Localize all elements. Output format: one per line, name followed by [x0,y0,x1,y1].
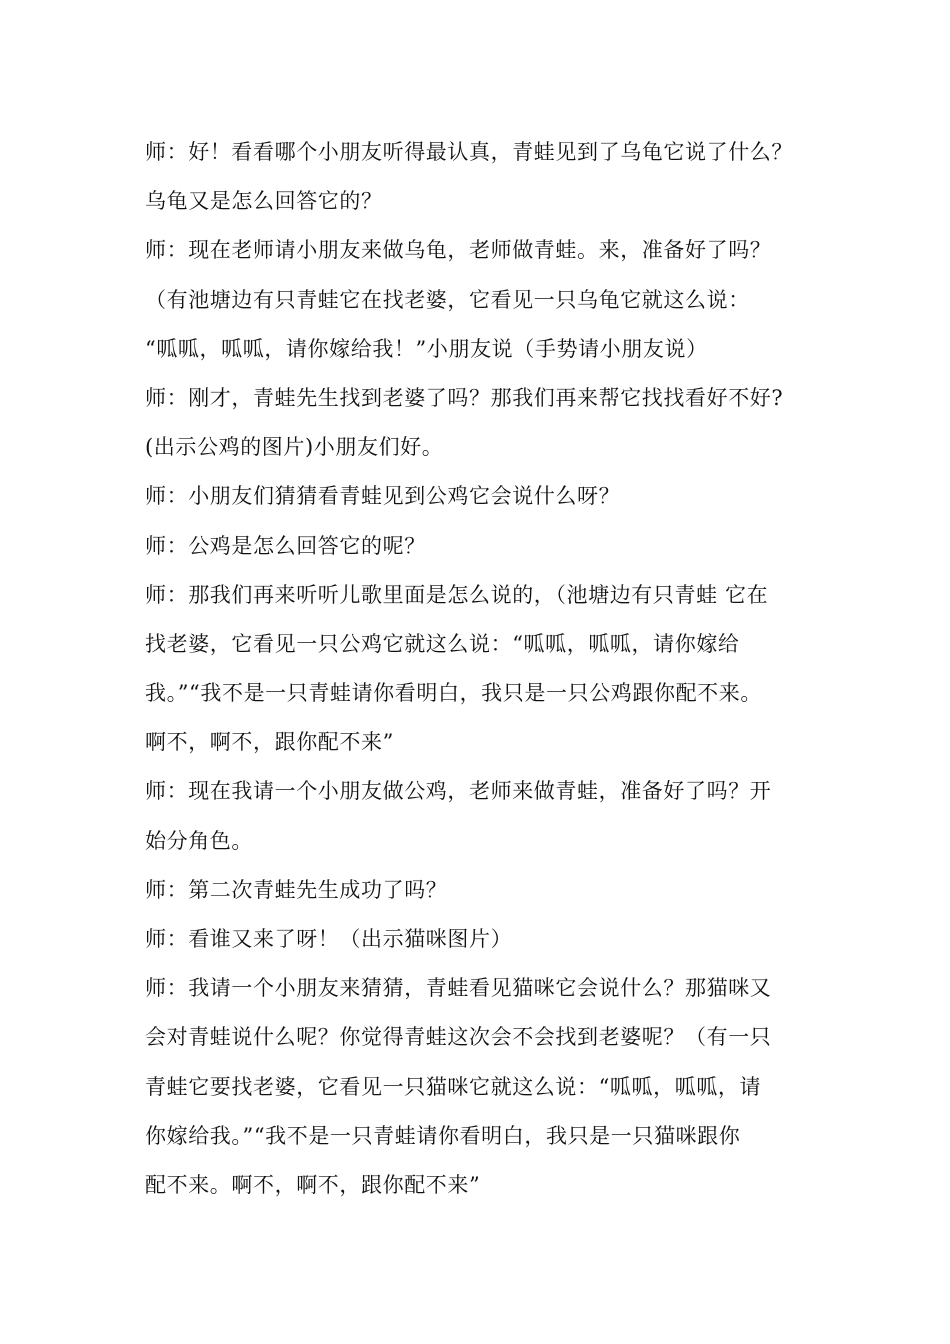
text-line: 师：那我们再来听听儿歌里面是怎么说的，（池塘边有只青蛙 它在 [145,582,769,607]
text-line: 师：第二次青蛙先生成功了吗？ [145,877,448,902]
text-line: 你嫁给我。”“我不是一只青蛙请你看明白，我只是一只猫咪跟你 [145,1123,741,1148]
text-line: 找老婆，它看见一只公鸡它就这么说：“呱呱，呱呱，请你嫁给 [145,631,740,656]
text-line: 师：小朋友们猜猜看青蛙见到公鸡它会说什么呀？ [145,484,621,509]
text-line: 师：公鸡是怎么回答它的呢？ [145,533,426,558]
text-line: (出示公鸡的图片)小朋友们好。 [145,435,444,460]
text-line: 师：我请一个小朋友来猜猜，青蛙看见猫咪它会说什么？那猫咪又 [145,976,772,1001]
text-line: 师：好！看看哪个小朋友听得最认真，青蛙见到了乌龟它说了什么？ [145,140,793,164]
text-line: 我。”“我不是一只青蛙请你看明白，我只是一只公鸡跟你配不来。 [145,681,762,706]
body-text [145,128,825,1210]
text-line: 青蛙它要找老婆，它看见一只猫咪它就这么说：“呱呱，呱呱，请 [145,1074,762,1099]
text-line: 会对青蛙说什么呢？你觉得青蛙这次会不会找到老婆呢？（有一只 [145,1025,772,1050]
text-line: 啊不，啊不，跟你配不来” [145,730,394,755]
text-line: 师：刚才，青蛙先生找到老婆了吗？那我们再来帮它找找看好不好? [145,385,784,410]
text-line: 师：现在我请一个小朋友做公鸡，老师来做青蛙，准备好了吗？开 [145,779,772,804]
text-line: “呱呱，呱呱，请你嫁给我！”小朋友说（手势请小朋友说） [145,336,708,361]
text-line: 乌龟又是怎么回答它的？ [145,189,383,214]
text-line: 配不来。啊不，啊不，跟你配不来” [145,1172,481,1197]
text-line: 师：看谁又来了呀！（出示猫咪图片） [145,927,513,951]
text-line: 师：现在老师请小朋友来做乌龟，老师做青蛙。来，准备好了吗？ [145,238,772,263]
text-line: （有池塘边有只青蛙它在找老婆，它看见一只乌龟它就这么说： [145,287,750,312]
text-line: 始分角色。 [145,828,253,853]
